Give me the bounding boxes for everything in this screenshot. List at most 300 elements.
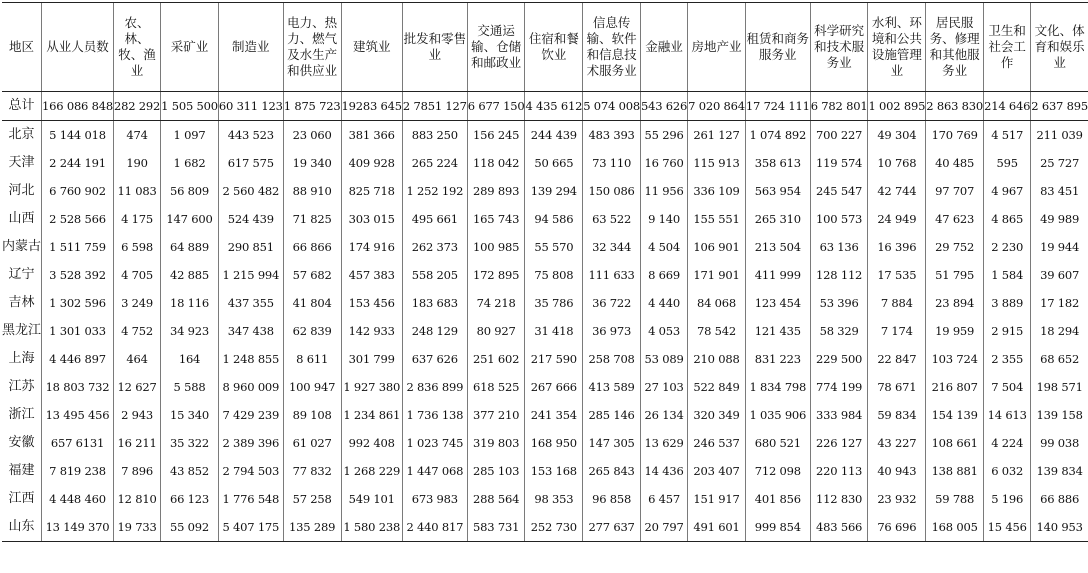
value-cell: 265 224 — [402, 149, 467, 177]
value-cell: 62 839 — [283, 317, 341, 345]
value-cell: 147 305 — [583, 429, 641, 457]
value-cell: 7 896 — [113, 457, 160, 485]
column-header: 从业人员数 — [42, 3, 114, 92]
value-cell: 8 611 — [283, 345, 341, 373]
value-cell: 288 564 — [467, 485, 525, 513]
table-row — [2, 149, 1088, 177]
value-cell: 73 110 — [583, 149, 641, 177]
value-cell: 617 575 — [218, 149, 283, 177]
column-header: 居民服务、修理和其他服务业 — [926, 3, 984, 92]
value-cell: 13 149 370 — [42, 513, 114, 542]
value-cell: 210 088 — [688, 345, 746, 373]
region-cell: 内蒙古 — [2, 239, 42, 254]
column-header: 水利、环境和公共设施管理业 — [868, 3, 926, 92]
column-header: 住宿和餐饮业 — [525, 3, 583, 92]
value-cell: 115 913 — [688, 149, 746, 177]
value-cell: 4 224 — [984, 429, 1031, 457]
value-cell: 1 875 723 — [283, 92, 341, 121]
value-cell: 55 296 — [640, 121, 687, 150]
region-cell: 安徽 — [8, 435, 35, 450]
value-cell: 1 927 380 — [341, 373, 402, 401]
value-cell: 19 959 — [926, 317, 984, 345]
value-cell: 265 310 — [745, 205, 810, 233]
value-cell: 549 101 — [341, 485, 402, 513]
value-cell: 4 435 612 — [525, 92, 583, 121]
value-cell: 4 175 — [113, 205, 160, 233]
value-cell: 156 245 — [467, 121, 525, 150]
value-cell: 4 865 — [984, 205, 1031, 233]
value-cell: 100 985 — [467, 233, 525, 261]
value-cell: 153 456 — [341, 289, 402, 317]
value-cell: 17 182 — [1031, 289, 1088, 317]
value-cell: 483 393 — [583, 121, 641, 150]
value-cell: 246 537 — [688, 429, 746, 457]
value-cell: 12 627 — [113, 373, 160, 401]
table-header-row — [2, 3, 1088, 92]
value-cell: 229 500 — [810, 345, 868, 373]
value-cell: 1 736 138 — [402, 401, 467, 429]
value-cell: 183 683 — [402, 289, 467, 317]
value-cell: 277 637 — [583, 513, 641, 542]
value-cell: 150 086 — [583, 177, 641, 205]
value-cell: 2 528 566 — [42, 205, 114, 233]
value-cell: 2 7851 127 — [402, 92, 467, 121]
value-cell: 220 113 — [810, 457, 868, 485]
value-cell: 5 588 — [161, 373, 219, 401]
value-cell: 289 893 — [467, 177, 525, 205]
value-cell: 47 623 — [926, 205, 984, 233]
table-row — [2, 261, 1088, 289]
table-body — [2, 92, 1088, 542]
value-cell: 61 027 — [283, 429, 341, 457]
value-cell: 172 895 — [467, 261, 525, 289]
value-cell: 11 956 — [640, 177, 687, 205]
value-cell: 119 574 — [810, 149, 868, 177]
value-cell: 251 602 — [467, 345, 525, 373]
value-cell: 320 349 — [688, 401, 746, 429]
value-cell: 78 542 — [688, 317, 746, 345]
table-row — [2, 289, 1088, 317]
value-cell: 558 205 — [402, 261, 467, 289]
value-cell: 76 696 — [868, 513, 926, 542]
value-cell: 409 928 — [341, 149, 402, 177]
value-cell: 29 752 — [926, 233, 984, 261]
value-cell: 2 230 — [984, 233, 1031, 261]
value-cell: 1 584 — [984, 261, 1031, 289]
value-cell: 16 211 — [113, 429, 160, 457]
table-row — [2, 401, 1088, 429]
value-cell: 18 116 — [161, 289, 219, 317]
value-cell: 5 196 — [984, 485, 1031, 513]
column-header: 交通运输、仓储和邮政业 — [467, 3, 525, 92]
value-cell: 40 943 — [868, 457, 926, 485]
value-cell: 2 389 396 — [218, 429, 283, 457]
value-cell: 464 — [113, 345, 160, 373]
value-cell: 2 440 817 — [402, 513, 467, 542]
value-cell: 63 522 — [583, 205, 641, 233]
value-cell: 140 953 — [1031, 513, 1088, 542]
region-cell: 山西 — [8, 211, 35, 226]
value-cell: 5 074 008 — [583, 92, 641, 121]
region-cell: 吉林 — [8, 295, 35, 310]
value-cell: 1 252 192 — [402, 177, 467, 205]
value-cell: 1 215 994 — [218, 261, 283, 289]
value-cell: 34 923 — [161, 317, 219, 345]
value-cell: 657 6131 — [42, 429, 114, 457]
value-cell: 2 863 830 — [926, 92, 984, 121]
value-cell: 151 917 — [688, 485, 746, 513]
employment-statistics-table — [2, 2, 1088, 542]
value-cell: 56 809 — [161, 177, 219, 205]
table-row — [2, 485, 1088, 513]
value-cell: 60 311 123 — [218, 92, 283, 121]
value-cell: 3 249 — [113, 289, 160, 317]
value-cell: 139 158 — [1031, 401, 1088, 429]
column-header: 建筑业 — [341, 3, 402, 92]
value-cell: 1 074 892 — [745, 121, 810, 150]
value-cell: 3 889 — [984, 289, 1031, 317]
value-cell: 673 983 — [402, 485, 467, 513]
column-header: 信息传输、软件和信息技术服务业 — [583, 3, 641, 92]
value-cell: 241 354 — [525, 401, 583, 429]
value-cell: 75 808 — [525, 261, 583, 289]
value-cell: 6 782 801 — [810, 92, 868, 121]
value-cell: 1 248 855 — [218, 345, 283, 373]
value-cell: 15 456 — [984, 513, 1031, 542]
value-cell: 25 727 — [1031, 149, 1088, 177]
value-cell: 19 340 — [283, 149, 341, 177]
value-cell: 66 123 — [161, 485, 219, 513]
value-cell: 4 752 — [113, 317, 160, 345]
value-cell: 64 889 — [161, 233, 219, 261]
value-cell: 2 560 482 — [218, 177, 283, 205]
value-cell: 42 744 — [868, 177, 926, 205]
value-cell: 8 669 — [640, 261, 687, 289]
value-cell: 59 834 — [868, 401, 926, 429]
value-cell: 248 129 — [402, 317, 467, 345]
value-cell: 336 109 — [688, 177, 746, 205]
column-header: 批发和零售业 — [402, 3, 467, 92]
value-cell: 2 244 191 — [42, 149, 114, 177]
value-cell: 1 035 906 — [745, 401, 810, 429]
value-cell: 112 830 — [810, 485, 868, 513]
value-cell: 6 760 902 — [42, 177, 114, 205]
column-header: 租赁和商务服务业 — [745, 3, 810, 92]
column-header: 科学研究和技术服务业 — [810, 3, 868, 92]
value-cell: 7 819 238 — [42, 457, 114, 485]
value-cell: 19 733 — [113, 513, 160, 542]
value-cell: 443 523 — [218, 121, 283, 150]
value-cell: 108 661 — [926, 429, 984, 457]
value-cell: 190 — [113, 149, 160, 177]
region-cell: 山东 — [2, 513, 42, 542]
value-cell: 203 407 — [688, 457, 746, 485]
value-cell: 142 933 — [341, 317, 402, 345]
value-cell: 6 677 150 — [467, 92, 525, 121]
value-cell: 19 944 — [1031, 233, 1088, 261]
region-cell: 黑龙江 — [2, 323, 42, 338]
value-cell: 563 954 — [745, 177, 810, 205]
value-cell: 168 005 — [926, 513, 984, 542]
value-cell: 53 089 — [640, 345, 687, 373]
value-cell: 59 788 — [926, 485, 984, 513]
value-cell: 128 112 — [810, 261, 868, 289]
value-cell: 100 947 — [283, 373, 341, 401]
value-cell: 495 661 — [402, 205, 467, 233]
value-cell: 883 250 — [402, 121, 467, 150]
value-cell: 483 566 — [810, 513, 868, 542]
value-cell: 285 103 — [467, 457, 525, 485]
value-cell: 71 825 — [283, 205, 341, 233]
value-cell: 2 836 899 — [402, 373, 467, 401]
column-header: 文化、体育和娱乐业 — [1031, 3, 1088, 92]
value-cell: 543 626 — [640, 92, 687, 121]
value-cell: 118 042 — [467, 149, 525, 177]
value-cell: 7 504 — [984, 373, 1031, 401]
value-cell: 214 646 — [984, 92, 1031, 121]
value-cell: 106 901 — [688, 233, 746, 261]
value-cell: 583 731 — [467, 513, 525, 542]
value-cell: 55 570 — [525, 233, 583, 261]
value-cell: 4 446 897 — [42, 345, 114, 373]
value-cell: 89 108 — [283, 401, 341, 429]
value-cell: 99 038 — [1031, 429, 1088, 457]
table-row — [2, 429, 1088, 457]
value-cell: 42 885 — [161, 261, 219, 289]
value-cell: 147 600 — [161, 205, 219, 233]
value-cell: 15 340 — [161, 401, 219, 429]
value-cell: 66 866 — [283, 233, 341, 261]
value-cell: 138 881 — [926, 457, 984, 485]
value-cell: 66 886 — [1031, 485, 1088, 513]
value-cell: 2 637 895 — [1031, 92, 1088, 121]
value-cell: 6 598 — [113, 233, 160, 261]
value-cell: 4 053 — [640, 317, 687, 345]
value-cell: 12 810 — [113, 485, 160, 513]
value-cell: 39 607 — [1031, 261, 1088, 289]
value-cell: 377 210 — [467, 401, 525, 429]
value-cell: 4 967 — [984, 177, 1031, 205]
value-cell: 437 355 — [218, 289, 283, 317]
value-cell: 36 973 — [583, 317, 641, 345]
table-row — [2, 233, 1088, 261]
value-cell: 22 847 — [868, 345, 926, 373]
column-header: 制造业 — [218, 3, 283, 92]
value-cell: 55 092 — [161, 513, 219, 542]
value-cell: 74 218 — [467, 289, 525, 317]
value-cell: 168 950 — [525, 429, 583, 457]
column-header: 金融业 — [640, 3, 687, 92]
column-header: 采矿业 — [161, 3, 219, 92]
value-cell: 11 083 — [113, 177, 160, 205]
value-cell: 831 223 — [745, 345, 810, 373]
value-cell: 97 707 — [926, 177, 984, 205]
value-cell: 23 894 — [926, 289, 984, 317]
value-cell: 5 144 018 — [42, 121, 114, 150]
value-cell: 121 435 — [745, 317, 810, 345]
value-cell: 1 002 895 — [868, 92, 926, 121]
value-cell: 27 103 — [640, 373, 687, 401]
value-cell: 290 851 — [218, 233, 283, 261]
value-cell: 35 786 — [525, 289, 583, 317]
value-cell: 7 174 — [868, 317, 926, 345]
value-cell: 6 457 — [640, 485, 687, 513]
value-cell: 4 448 460 — [42, 485, 114, 513]
table-row — [2, 177, 1088, 205]
value-cell: 5 407 175 — [218, 513, 283, 542]
value-cell: 319 803 — [467, 429, 525, 457]
value-cell: 174 916 — [341, 233, 402, 261]
value-cell: 123 454 — [745, 289, 810, 317]
value-cell: 267 666 — [525, 373, 583, 401]
value-cell: 43 852 — [161, 457, 219, 485]
value-cell: 213 504 — [745, 233, 810, 261]
value-cell: 24 949 — [868, 205, 926, 233]
region-cell: 总计 — [2, 92, 42, 121]
table-row — [2, 513, 1088, 542]
value-cell: 57 682 — [283, 261, 341, 289]
value-cell: 51 795 — [926, 261, 984, 289]
value-cell: 261 127 — [688, 121, 746, 150]
value-cell: 1 580 238 — [341, 513, 402, 542]
statistics-table-container — [2, 2, 1088, 542]
value-cell: 618 525 — [467, 373, 525, 401]
value-cell: 171 901 — [688, 261, 746, 289]
value-cell: 139 294 — [525, 177, 583, 205]
value-cell: 2 355 — [984, 345, 1031, 373]
value-cell: 413 589 — [583, 373, 641, 401]
value-cell: 301 799 — [341, 345, 402, 373]
value-cell: 84 068 — [688, 289, 746, 317]
value-cell: 139 834 — [1031, 457, 1088, 485]
value-cell: 7 020 864 — [688, 92, 746, 121]
value-cell: 40 485 — [926, 149, 984, 177]
value-cell: 401 856 — [745, 485, 810, 513]
value-cell: 165 743 — [467, 205, 525, 233]
value-cell: 211 039 — [1031, 121, 1088, 150]
value-cell: 637 626 — [402, 345, 467, 373]
value-cell: 198 571 — [1031, 373, 1088, 401]
value-cell: 457 383 — [341, 261, 402, 289]
table-row — [2, 345, 1088, 373]
value-cell: 17 724 111 — [745, 92, 810, 121]
value-cell: 57 258 — [283, 485, 341, 513]
value-cell: 1 505 500 — [161, 92, 219, 121]
value-cell: 32 344 — [583, 233, 641, 261]
value-cell: 111 633 — [583, 261, 641, 289]
value-cell: 680 521 — [745, 429, 810, 457]
value-cell: 63 136 — [810, 233, 868, 261]
value-cell: 153 168 — [525, 457, 583, 485]
value-cell: 14 613 — [984, 401, 1031, 429]
value-cell: 164 — [161, 345, 219, 373]
value-cell: 1 511 759 — [42, 233, 114, 261]
value-cell: 96 858 — [583, 485, 641, 513]
value-cell: 36 722 — [583, 289, 641, 317]
value-cell: 244 439 — [525, 121, 583, 150]
value-cell: 135 289 — [283, 513, 341, 542]
value-cell: 23 060 — [283, 121, 341, 150]
value-cell: 35 322 — [161, 429, 219, 457]
table-row — [2, 317, 1088, 345]
column-header: 电力、热力、燃气及水生产和供应业 — [283, 3, 341, 92]
value-cell: 18 294 — [1031, 317, 1088, 345]
value-cell: 16 760 — [640, 149, 687, 177]
value-cell: 166 086 848 — [42, 92, 114, 121]
value-cell: 88 910 — [283, 177, 341, 205]
value-cell: 53 396 — [810, 289, 868, 317]
table-row — [2, 121, 1088, 150]
value-cell: 3 528 392 — [42, 261, 114, 289]
value-cell: 6 032 — [984, 457, 1031, 485]
value-cell: 98 353 — [525, 485, 583, 513]
value-cell: 80 927 — [467, 317, 525, 345]
region-cell: 江苏 — [8, 379, 35, 394]
value-cell: 999 854 — [745, 513, 810, 542]
value-cell: 381 366 — [341, 121, 402, 150]
value-cell: 17 535 — [868, 261, 926, 289]
value-cell: 2 794 503 — [218, 457, 283, 485]
value-cell: 7 884 — [868, 289, 926, 317]
value-cell: 7 429 239 — [218, 401, 283, 429]
column-header: 卫生和社会工作 — [984, 3, 1031, 92]
value-cell: 774 199 — [810, 373, 868, 401]
value-cell: 2 915 — [984, 317, 1031, 345]
value-cell: 1 682 — [161, 149, 219, 177]
value-cell: 522 849 — [688, 373, 746, 401]
region-cell: 河北 — [8, 183, 35, 198]
value-cell: 1 834 798 — [745, 373, 810, 401]
value-cell: 78 671 — [868, 373, 926, 401]
region-cell: 浙江 — [8, 407, 35, 422]
value-cell: 103 724 — [926, 345, 984, 373]
region-cell: 上海 — [8, 351, 35, 366]
value-cell: 170 769 — [926, 121, 984, 150]
value-cell: 10 768 — [868, 149, 926, 177]
value-cell: 49 304 — [868, 121, 926, 150]
value-cell: 216 807 — [926, 373, 984, 401]
value-cell: 77 832 — [283, 457, 341, 485]
value-cell: 19283 645 — [341, 92, 402, 121]
value-cell: 285 146 — [583, 401, 641, 429]
value-cell: 2 943 — [113, 401, 160, 429]
value-cell: 18 803 732 — [42, 373, 114, 401]
value-cell: 4 440 — [640, 289, 687, 317]
value-cell: 1 268 229 — [341, 457, 402, 485]
value-cell: 226 127 — [810, 429, 868, 457]
value-cell: 31 418 — [525, 317, 583, 345]
value-cell: 262 373 — [402, 233, 467, 261]
value-cell: 8 960 009 — [218, 373, 283, 401]
value-cell: 825 718 — [341, 177, 402, 205]
region-cell: 辽宁 — [8, 267, 35, 282]
column-header: 农、林、牧、渔业 — [113, 3, 160, 92]
region-cell: 北京 — [8, 127, 35, 142]
value-cell: 83 451 — [1031, 177, 1088, 205]
region-cell: 福建 — [8, 463, 35, 478]
table-row — [2, 457, 1088, 485]
value-cell: 4 504 — [640, 233, 687, 261]
value-cell: 16 396 — [868, 233, 926, 261]
value-cell: 245 547 — [810, 177, 868, 205]
value-cell: 347 438 — [218, 317, 283, 345]
value-cell: 700 227 — [810, 121, 868, 150]
value-cell: 411 999 — [745, 261, 810, 289]
value-cell: 68 652 — [1031, 345, 1088, 373]
value-cell: 4 517 — [984, 121, 1031, 150]
value-cell: 258 708 — [583, 345, 641, 373]
total-row — [2, 92, 1088, 121]
